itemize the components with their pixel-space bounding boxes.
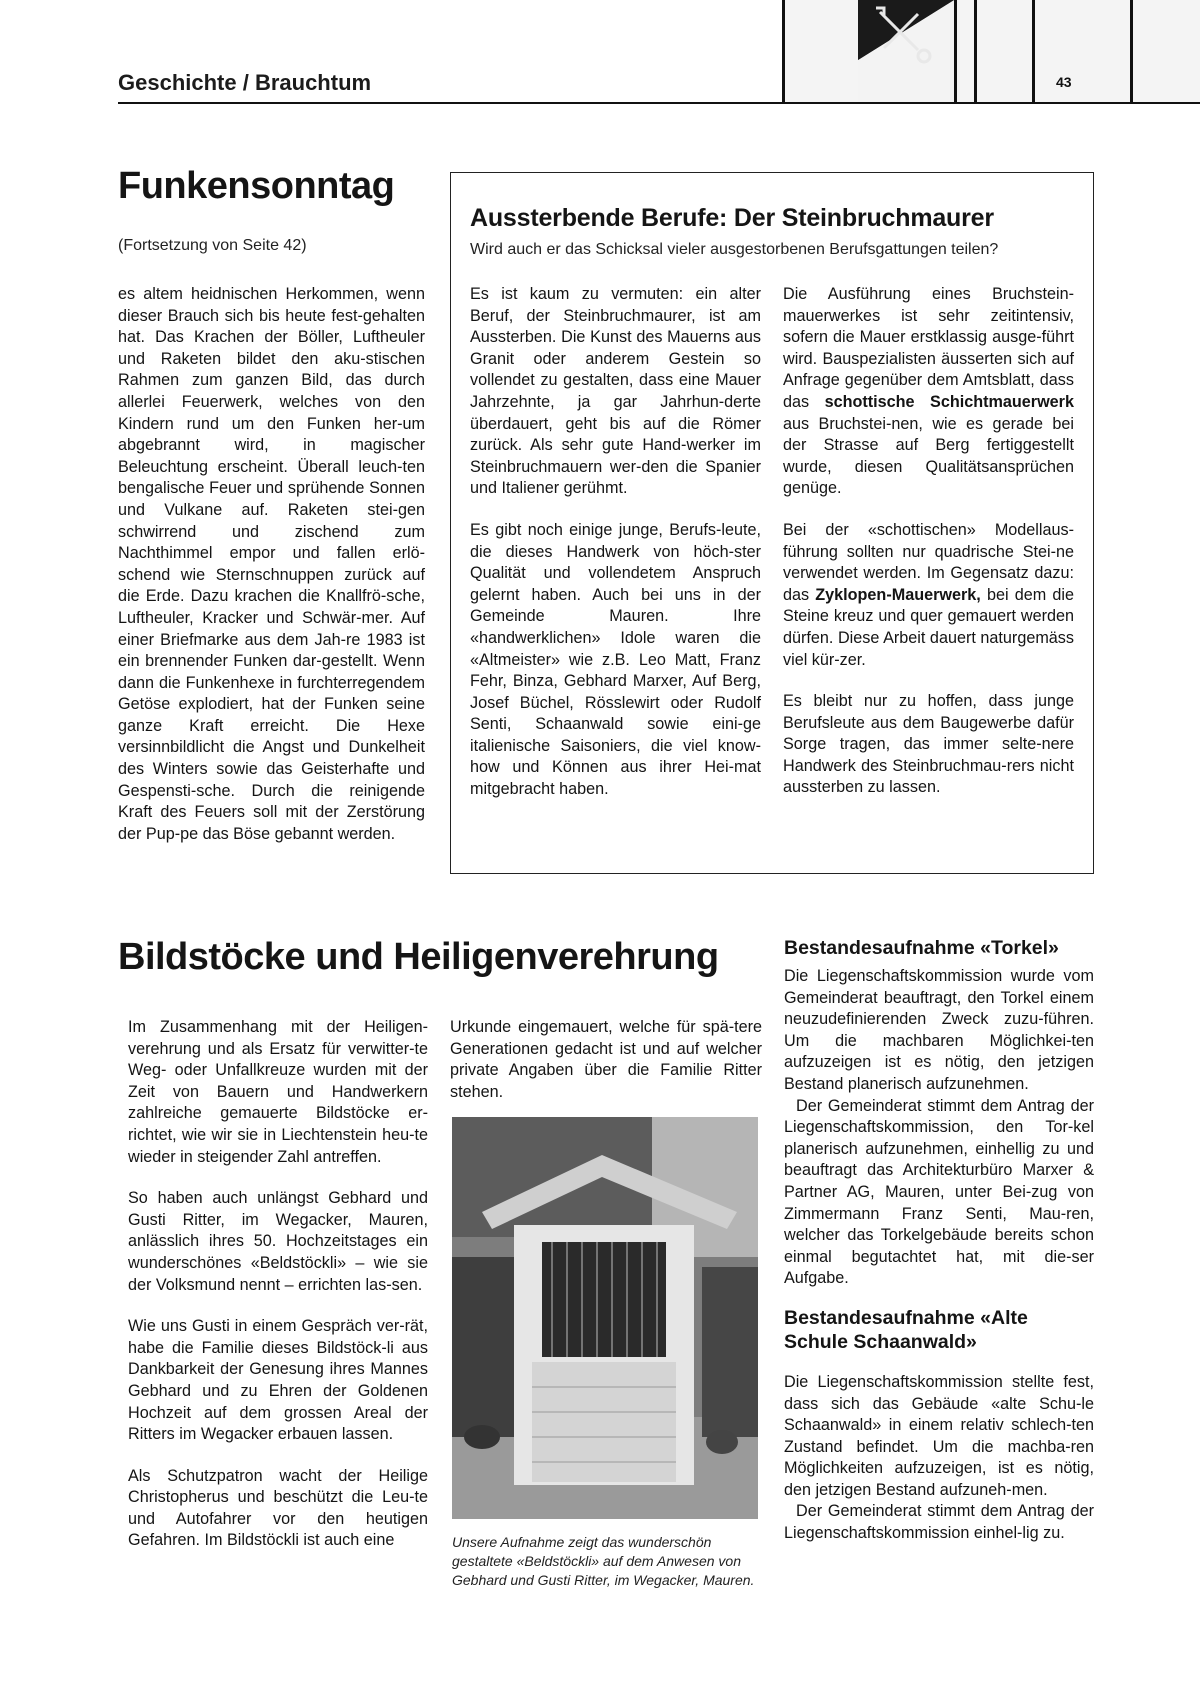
section-heading-alte-schule: Bestandesaufnahme «Alte Schule Schaanwald»	[784, 1306, 1028, 1353]
header-bar	[954, 0, 957, 102]
article-subtitle: Wird auch er das Schicksal vieler ausgestorbenen Berufsgattungen teilen?	[470, 241, 999, 258]
continuation-note: (Fortsetzung von Seite 42)	[118, 237, 307, 254]
wayside-shrine-photo	[452, 1117, 758, 1519]
header-divider	[118, 102, 1200, 104]
bold-term: Zyklopen-Mauerwerk,	[815, 585, 981, 604]
header-bar	[1130, 0, 1133, 102]
paragraph: Es ist kaum zu vermuten: ein alter Beruf, der Steinbruchmaurer, ist am Aussterben. Die Kunst des Mauerns aus Granit oder anderem Gestein so vollendet zu gestalten, dass eine Mauer Jahrzehnte, ja gar Jahrhun-derte überdauert, geht bis auf die Römer zurück. Als sehr gute Hand-werker im Steinbruchmauern wer-den die Spanier und Italiener gerühmt.	[470, 285, 761, 498]
paragraph: Urkunde eingemauert, welche für spä-tere Generationen gedacht ist und auf welcher private Angaben über die Familie Ritter stehen.	[450, 1018, 762, 1101]
header-bar	[782, 0, 785, 102]
article-title-bildstoecke: Bildstöcke und Heiligenverehrung	[118, 936, 719, 978]
paragraph: Im Zusammenhang mit der Heiligen-verehrung und als Ersatz für verwitter-te Weg- oder Unfallkreuze wurden mit der Zeit von Bauern und Handwerkern zahlreiche gemauerte Bildstöcke er-richtet, wie wir sie in Liechtenstein heu-te wieder in steigender Zahl antreffen.	[128, 1018, 428, 1166]
text-run: Die Ausführung eines Bruchstein-mauerwerkes ist sehr zeitintensiv, sofern die Mauer erstklassig ausge-führt wird. Bauspezialisten äusserten sich auf Anfrage gegenüber dem Amtsblatt, dass das	[783, 285, 1074, 411]
article-title-steinbruchmaurer: Aussterbende Berufe: Der Steinbruchmaurer	[470, 204, 994, 232]
article-column	[128, 1017, 428, 1572]
header-ornament	[782, 0, 1200, 102]
text-run: Bei der «schottischen» Modellaus-führung sollten nur quadrische Stei-ne verwendet werden. Im Gegensatz dazu: das	[783, 520, 1074, 604]
paragraph	[783, 520, 1074, 671]
header-bar	[974, 0, 977, 102]
article-column-right	[784, 936, 1094, 1545]
paragraph: Es gibt noch einige junge, Berufs-leute, die dieses Handwerk von höch-ster Qualität und vollendetem Anspruch gelernt haben. Auch bei uns in der Gemeinde Mauren. Ihre «handwerklichen» Idole waren die «Altmeister» wie z.B. Leo Matt, Franz Fehr, Binza, Gebhard Marxer, Auf Berg, Josef Büchel, Rösslewirt oder Rudolf Senti, Schaanwald sowie eini-ge italienische Saisoniers, die viel know-how und Können aus ihrer Hei-mat mitgebracht haben.	[470, 520, 761, 799]
text-run: bei dem die Steine kreuz und quer gemauert werden dürfen. Diese Arbeit dauert naturgemäss viel kür-zer.	[783, 585, 1074, 669]
paragraph: So haben auch unlängst Gebhard und Gusti Ritter, im Wegacker, Mauren, anlässlich ihres 50. Hochzeitstages ein wunderschönes «Beldstöckli» – wie sie der Volksmund nennt – errichten las-sen.	[128, 1189, 428, 1294]
paragraph: Es bleibt nur zu hoffen, dass junge Berufsleute aus dem Baugewerbe dafür Sorge tragen, das immer selte-nere Handwerk des Steinbruchmau-rers nicht aussterben zu lassen.	[783, 692, 1074, 797]
photo-caption: Unsere Aufnahme zeigt das wunderschön gestaltete «Beldstöckli» auf dem Anwesen von Gebhard und Gusti Ritter, im Wegacker, Mauren.	[452, 1534, 755, 1588]
text-run: aus Bruchstei-nen, wie es gerade bei der Strasse auf Berg fertiggestellt wurde, diesen Qualitätsansprüchen genüge.	[783, 414, 1074, 498]
paragraph: Als Schutzpatron wacht der Heilige Christopherus und beschützt die Leu-te und Autofahrer vor den heutigen Gefahren. Im Bildstöckli ist auch eine	[128, 1466, 428, 1550]
paragraph: Der Gemeinderat stimmt dem Antrag der Liegenschaftskommission einhel-lig zu.	[784, 1502, 1094, 1543]
header-bar	[1032, 0, 1035, 102]
paragraph: Die Liegenschaftskommission wurde vom Gemeinderat beauftragt, den Torkel einem neuzudefinierenden Zweck zuzu-führen. Um die machbaren Möglichkei-ten aufzuzeigen ist es nötig, den jetzigen Bestand planerisch aufzunehmen.	[784, 967, 1094, 1093]
article-column	[783, 284, 1074, 819]
section-heading-torkel: Bestandesaufnahme «Torkel»	[784, 937, 1059, 959]
paragraph: Der Gemeinderat stimmt dem Antrag der Liegenschaftskommission, den Tor-kel planerisch aufzunehmen, einhellig zu und beauftragt das Architekturbüro Marxer & Partner AG, Mauren, unter Bei-zug von Zimmermann Franz Senti, Mau-ren, welcher das Torkelgebäude bereits schon einmal begutachtet hat, mit die-ser Aufgabe.	[784, 1096, 1094, 1288]
article-column	[470, 284, 761, 821]
section-label: Geschichte / Brauchtum	[118, 70, 372, 95]
paragraph: Die Liegenschaftskommission stellte fest, dass sich das Gebäude «alte Schu-le Schaanwald» in einem relativ schlech-ten Zustand befindet. Um die machba-ren Möglichkeiten aufzuzeigen, ist es nötig, den jetzigen Bestand aufzuneh-men.	[784, 1372, 1094, 1499]
paragraph: es altem heidnischen Herkommen, wenn dieser Brauch sich bis heute fest-gehalten hat. Das Krachen der Böller, Luftheuler und Raketen bildet den aku-stischen Rahmen zum ganzen Bild, das durch allerlei Feuerwerk, welches von den Kindern rund um den Funken her-um abgebrannt wird, in magischer Beleuchtung erscheint. Überall leuch-ten bengalische Feuer und sprühende Sonnen und Vulkane auf. Raketen stei-gen schwirrend und zischend zum Nachthimmel empor und fallen erlö-schend wie Sternschnuppen zurück auf die Erde. Dazu krachen die Knallfrö-sche, Luftheuler, Kracker und Schwär-mer. Auf einer Briefmarke aus dem Jah-re 1983 ist ein brennender Funken dar-gestellt. Wenn dann die Funkenhexe in furchterregendem Getöse explodiert, hat der Funken seine ganze Kraft erreicht. Die Hexe versinnbildlicht die Angst und Dunkelheit des Winters sowie das Geisterhafte und Gespensti-sche. Durch die reinigende Kraft des Feuers soll mit der Zerstörung der Pup-pe das Böse gebannt werden.	[118, 285, 425, 843]
paragraph	[783, 284, 1074, 500]
article-title-funkensonntag: Funkensonntag	[118, 165, 395, 207]
bold-term: schottische Schichtmauerwerk	[824, 392, 1074, 411]
crossed-tools-icon	[858, 0, 954, 102]
article-body-funkensonntag	[118, 284, 425, 865]
article-column	[450, 1017, 762, 1123]
paragraph: Wie uns Gusti in einem Gespräch ver-rät, habe die Familie dieses Bildstöck-li aus Dankbarkeit der Genesung ihres Mannes Gebhard und zu Ehren der Goldenen Hochzeit auf dem grossen Areal der Ritters im Wegacker erbauen lassen.	[128, 1317, 428, 1444]
page-number: 43	[1056, 74, 1072, 90]
